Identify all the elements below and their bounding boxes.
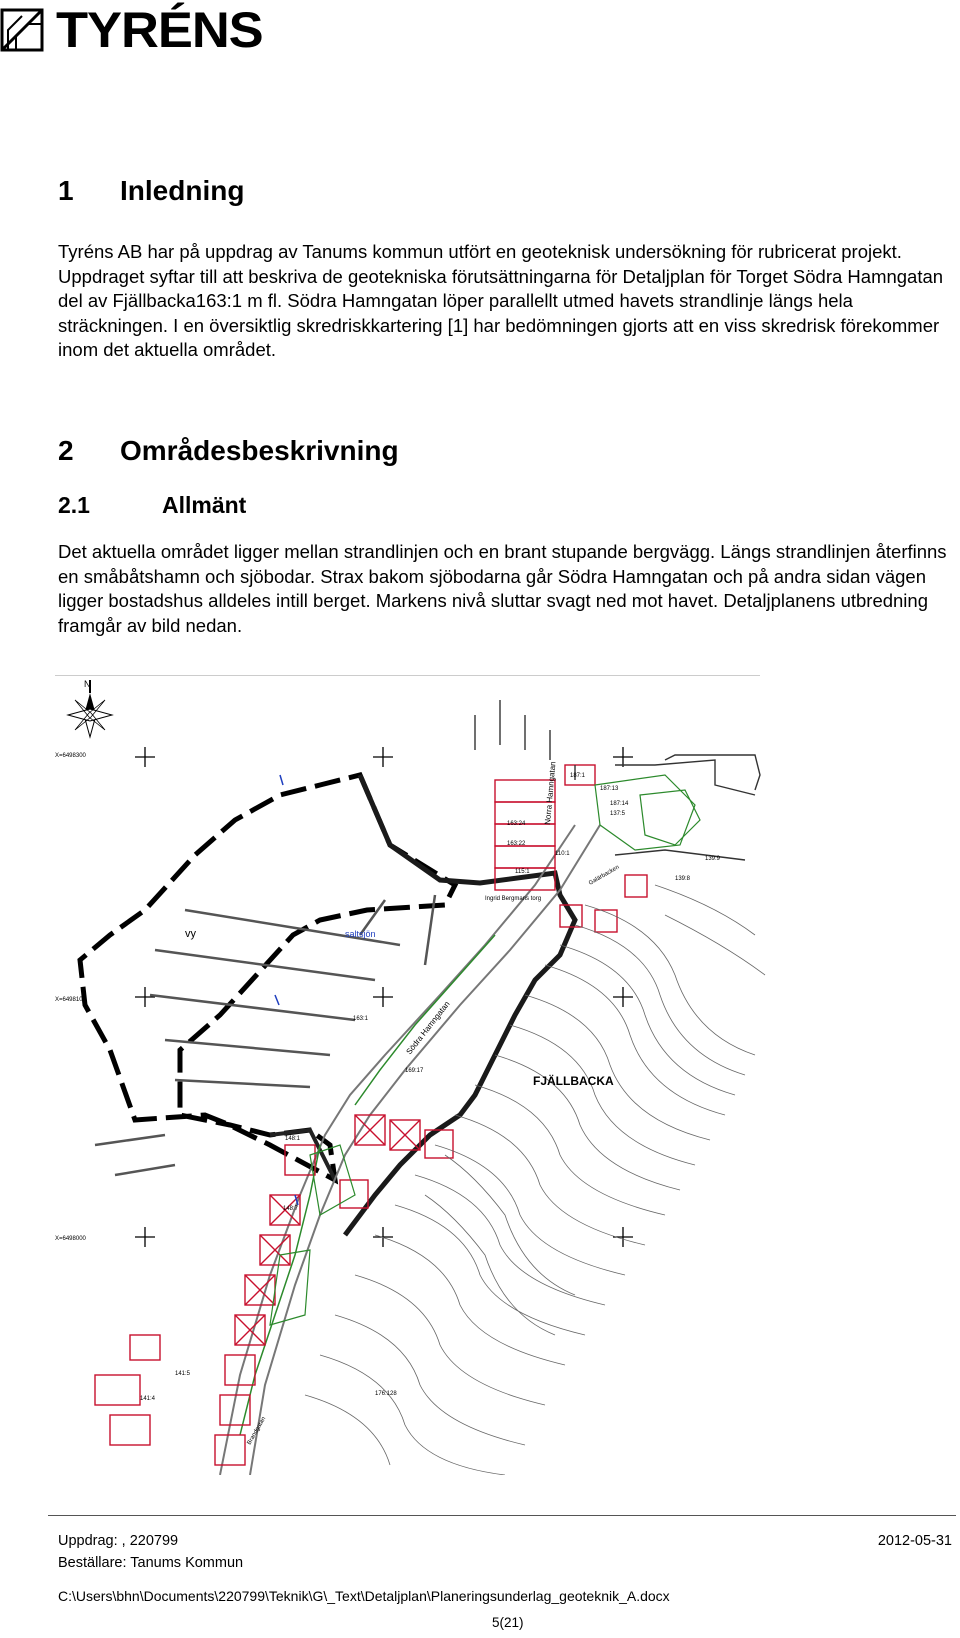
grid-crosses [135,747,633,1247]
parcel-label: 141:4 [140,1396,156,1402]
section-1-body: Tyréns AB har på uppdrag av Tanums kommun utfört en geoteknisk undersökning för rubricerat projekt. Uppdraget syftar till att beskriva de geotekniska förutsättningarna för Detaljplan för Torget Södra Hamngatan del av Fjällbacka163:1 m fl. Södra Hamngatan löper parallellt utmed havets strandlinje längs hela sträckningen. I en översiktlig skredriskkartering [1] har bedömningen gjorts att en viss skredrisk förekommer inom det aktuella området. [58,241,944,360]
parcel-label: 148:1 [285,1136,301,1142]
subsection-number: 2.1 [58,492,90,518]
section-number: 2 [58,435,74,466]
map-label: Södra Hamngatan [404,999,452,1057]
map-label: Galärbacken [588,864,621,887]
contour-lines [305,885,765,1475]
tyrens-logo-icon [0,8,44,52]
map-label: Norra Hamngatan [543,761,558,826]
heading-section-2 [58,435,399,467]
section-title: Områdesbeskrivning [120,435,399,466]
parcel-label: 139:9 [705,856,721,862]
parcel-label: 137:5 [610,811,626,817]
map-label: FJÄLLBACKA [533,1074,614,1088]
map-label: saltsjön [345,929,376,939]
parcel-label: 141:5 [175,1371,191,1377]
footer-date: 2012-05-31 [877,1533,952,1549]
section-2-1-body: Det aktuella området ligger mellan strandlinjen och en brant stupande bergvägg. Längs strandlinjen återfinns en småbåtshamn och sjöbodar. Strax bakom sjöbodarna går Södra Hamngatan och på andra sidan vägen ligger bostadshus alldeles intill berget. Markens nivå sluttar svagt ned mot havet. Detaljplanens utbredning framgår av bild nedan. [58,541,947,636]
parcel-label: 148:7 [283,1206,299,1212]
parcel-label: 187:14 [610,801,629,807]
footer-divider [48,1515,956,1516]
footer-assignment: Uppdrag: , 220799 [58,1533,179,1549]
parcel-label: 163:24 [507,821,526,827]
parcel-label: 163:22 [507,841,526,847]
heading-section-2-1 [58,492,246,519]
coord-label: X=6498000 [55,1236,86,1242]
parcel-label: 163:1 [353,1016,369,1022]
company-logo [0,2,263,58]
detail-plan-map [55,675,800,1475]
parcel-label: 139:8 [675,876,691,882]
parcel-label: 187:13 [600,786,619,792]
parcel-label: 187:1 [570,773,586,779]
coord-label: X=6498100 [55,997,86,1003]
map-label: Ingrid Bergmans torg [485,896,542,902]
map-label: vy [185,928,196,940]
parcel-label: 169:17 [405,1068,424,1074]
footer-client: Beställare: Tanums Kommun [58,1555,244,1571]
heading-section-1 [58,175,244,207]
footer-file-path: C:\Users\bhn\Documents\220799\Teknik\G\_Text\Detaljplan\Planeringsunderlag_geoteknik_A.docx [58,1588,670,1604]
north-label: N [84,679,91,689]
coord-label: X=6498300 [55,753,86,759]
logo-text: TYRÉNS [56,2,263,58]
parcel-label: 176:128 [375,1391,397,1397]
section-title: Inledning [120,175,245,206]
page-number: 5(21) [492,1615,524,1630]
subsection-title: Allmänt [162,492,247,518]
section-number: 1 [58,175,74,206]
map-label: Brandgatan [246,1416,268,1446]
north-arrow-icon [68,679,112,737]
parcel-label: 110:1 [555,851,570,857]
parcel-label: 115:1 [515,869,530,875]
